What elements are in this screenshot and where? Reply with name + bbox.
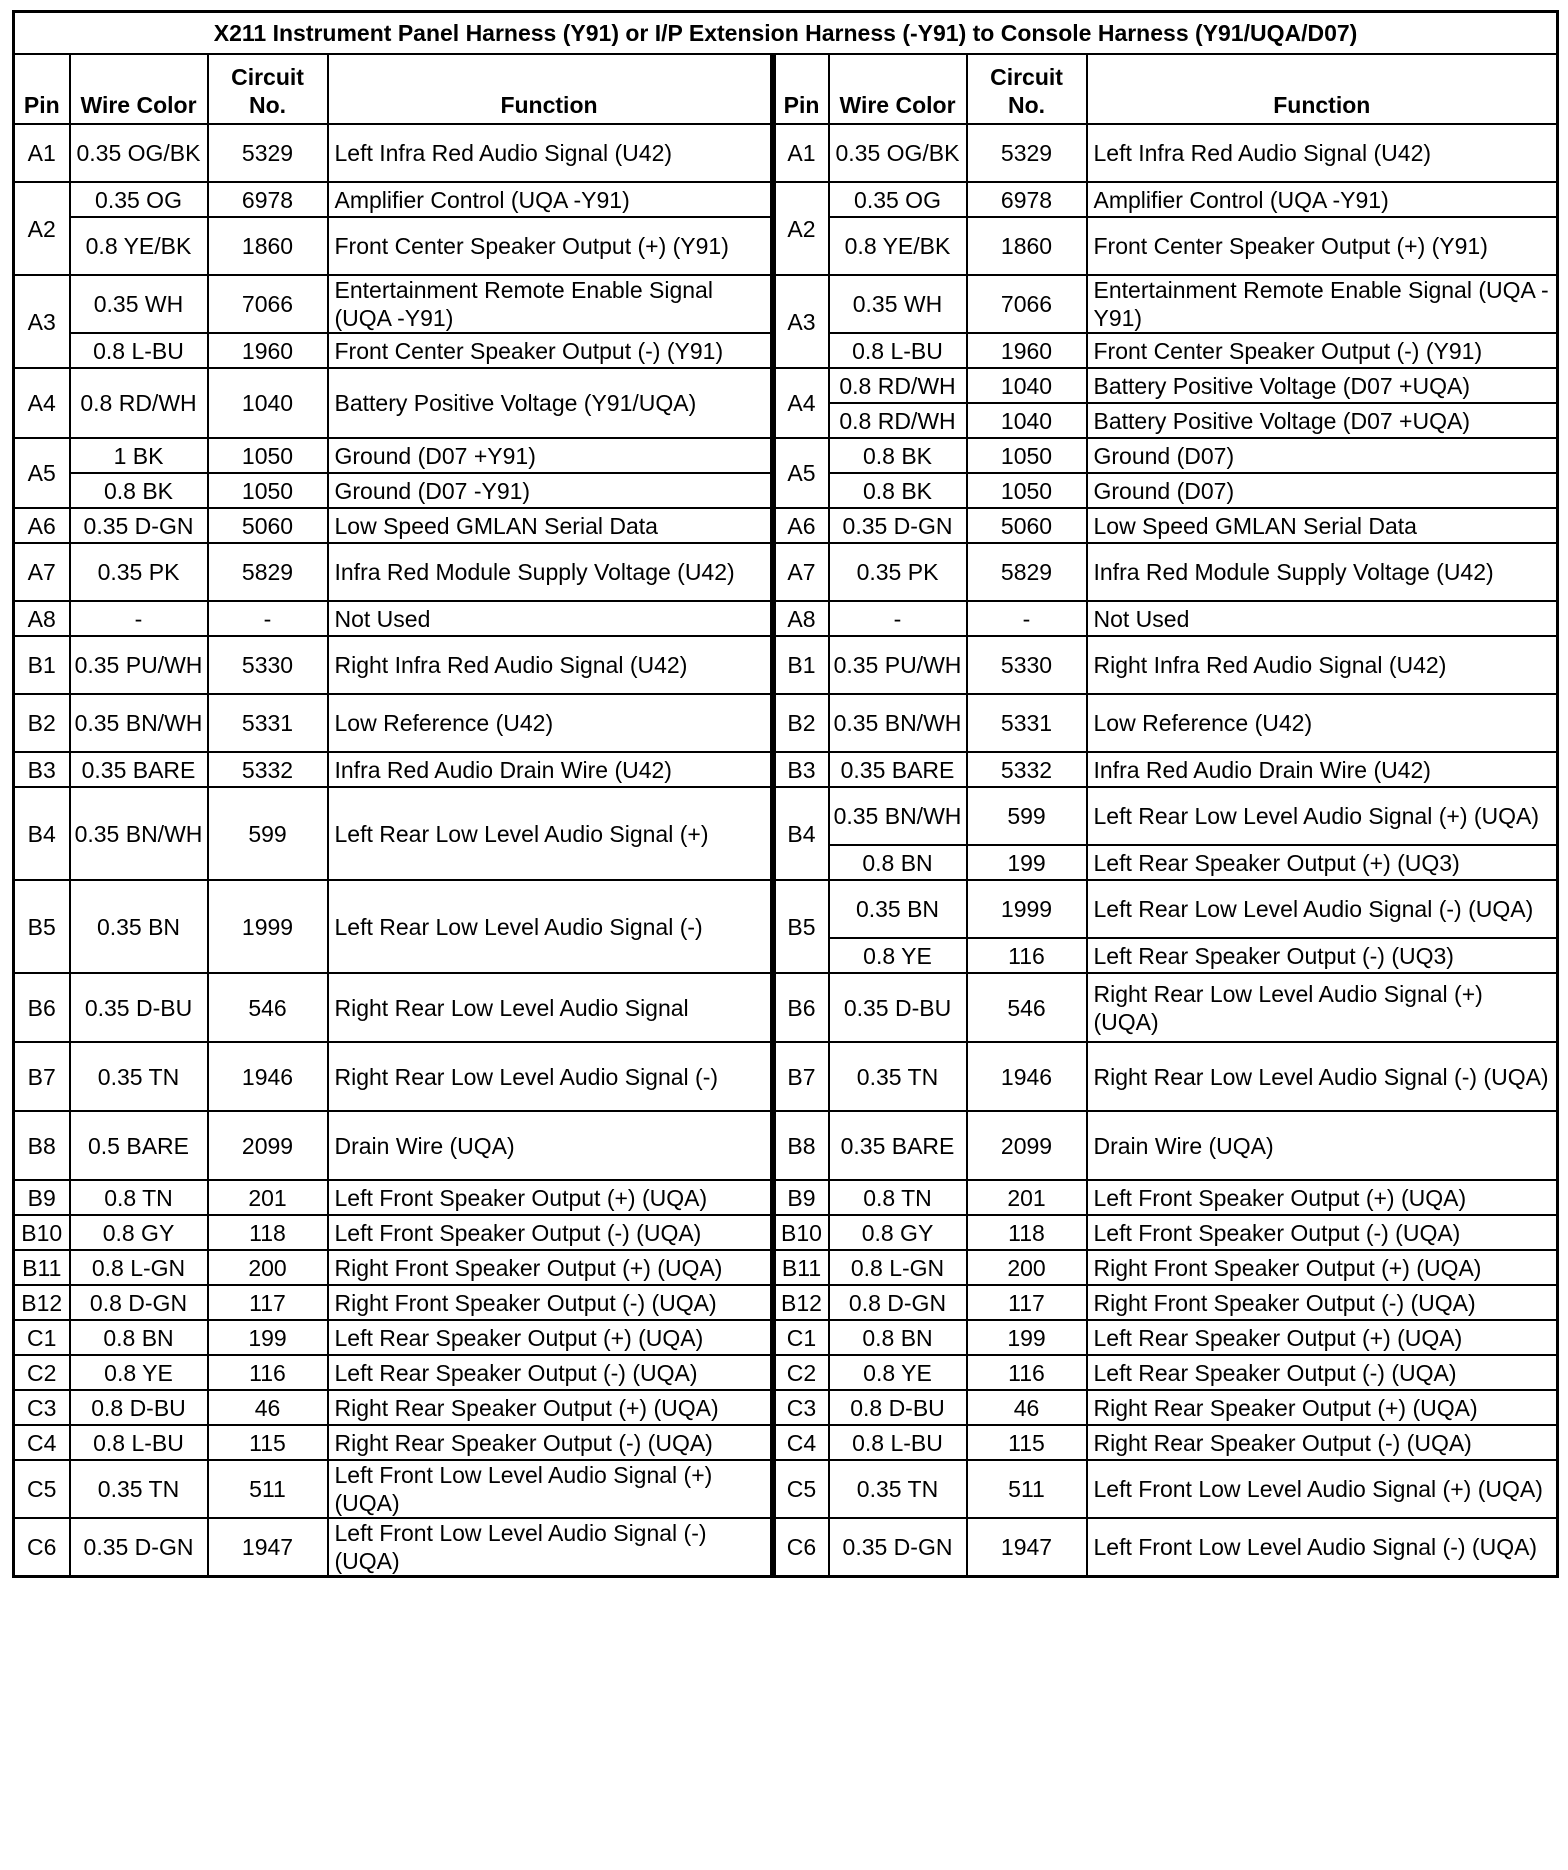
pin-cell-right: B7 bbox=[773, 1042, 829, 1111]
wire-color-cell-right: 0.8 D-GN bbox=[829, 1285, 967, 1320]
circuit-no-cell-left: 5331 bbox=[208, 694, 328, 752]
function-cell-left: Right Front Speaker Output (+) (UQA) bbox=[328, 1250, 773, 1285]
wire-color-cell-left: 0.35 PU/WH bbox=[70, 636, 208, 694]
circuit-no-cell-right: 201 bbox=[967, 1180, 1087, 1215]
function-cell-right: Right Rear Speaker Output (-) (UQA) bbox=[1087, 1425, 1558, 1460]
table-row bbox=[14, 787, 1558, 845]
circuit-no-cell-left: 201 bbox=[208, 1180, 328, 1215]
function-cell-right: Ground (D07) bbox=[1087, 473, 1558, 508]
pin-cell-right: C6 bbox=[773, 1518, 829, 1577]
pin-cell-left: B3 bbox=[14, 752, 70, 787]
pin-cell-left: C3 bbox=[14, 1390, 70, 1425]
circuit-no-cell-left: 546 bbox=[208, 973, 328, 1042]
circuit-no-cell-right: 199 bbox=[967, 1320, 1087, 1355]
function-cell-left: Left Infra Red Audio Signal (U42) bbox=[328, 124, 773, 182]
circuit-no-cell-left: 6978 bbox=[208, 182, 328, 217]
circuit-no-cell-right: 5060 bbox=[967, 508, 1087, 543]
wire-color-cell-left: 0.8 TN bbox=[70, 1180, 208, 1215]
pin-cell-right: B9 bbox=[773, 1180, 829, 1215]
function-cell-left: Left Front Low Level Audio Signal (+) (UQA) bbox=[328, 1460, 773, 1518]
function-cell-left: Left Front Low Level Audio Signal (-) (UQA) bbox=[328, 1518, 773, 1577]
table-row bbox=[14, 1180, 1558, 1215]
function-cell-left: Entertainment Remote Enable Signal (UQA -Y91) bbox=[328, 275, 773, 333]
pin-cell-right: A8 bbox=[773, 601, 829, 636]
pin-cell-left: C4 bbox=[14, 1425, 70, 1460]
wire-color-cell-right: - bbox=[829, 601, 967, 636]
table-row bbox=[14, 1215, 1558, 1250]
function-cell-right: Battery Positive Voltage (D07 +UQA) bbox=[1087, 368, 1558, 403]
pinout-table bbox=[12, 10, 1559, 1578]
circuit-no-cell-right: 511 bbox=[967, 1460, 1087, 1518]
wire-color-cell-left: 0.35 BN bbox=[70, 880, 208, 973]
circuit-no-cell-left: 116 bbox=[208, 1355, 328, 1390]
function-cell-right: Right Rear Low Level Audio Signal (-) (UQA) bbox=[1087, 1042, 1558, 1111]
circuit-no-cell-right: - bbox=[967, 601, 1087, 636]
wire-color-cell-right: 0.35 D-BU bbox=[829, 973, 967, 1042]
wire-color-cell-left: 0.8 D-GN bbox=[70, 1285, 208, 1320]
header-function-left: Function bbox=[328, 54, 773, 124]
pin-cell-right: A3 bbox=[773, 275, 829, 368]
wire-color-cell-left: 0.35 WH bbox=[70, 275, 208, 333]
function-cell-right: Left Rear Low Level Audio Signal (+) (UQA) bbox=[1087, 787, 1558, 845]
circuit-no-cell-left: 5329 bbox=[208, 124, 328, 182]
table-row bbox=[14, 636, 1558, 694]
function-cell-right: Front Center Speaker Output (+) (Y91) bbox=[1087, 217, 1558, 275]
circuit-no-cell-right: 5331 bbox=[967, 694, 1087, 752]
function-cell-left: Left Rear Speaker Output (-) (UQA) bbox=[328, 1355, 773, 1390]
circuit-no-cell-right: 1946 bbox=[967, 1042, 1087, 1111]
circuit-no-cell-right: 118 bbox=[967, 1215, 1087, 1250]
wire-color-cell-right: 0.8 BN bbox=[829, 1320, 967, 1355]
function-cell-right: Front Center Speaker Output (-) (Y91) bbox=[1087, 333, 1558, 368]
circuit-no-cell-right: 117 bbox=[967, 1285, 1087, 1320]
table-row bbox=[14, 601, 1558, 636]
wire-color-cell-left: 0.8 L-BU bbox=[70, 1425, 208, 1460]
table-row bbox=[14, 543, 1558, 601]
circuit-no-cell-left: 200 bbox=[208, 1250, 328, 1285]
function-cell-left: Not Used bbox=[328, 601, 773, 636]
circuit-no-cell-left: 511 bbox=[208, 1460, 328, 1518]
pin-cell-left: B8 bbox=[14, 1111, 70, 1180]
wire-color-cell-left: 0.35 OG bbox=[70, 182, 208, 217]
function-cell-left: Right Rear Speaker Output (+) (UQA) bbox=[328, 1390, 773, 1425]
pin-cell-left: B1 bbox=[14, 636, 70, 694]
pin-cell-left: A2 bbox=[14, 182, 70, 275]
wire-color-cell-left: 0.8 D-BU bbox=[70, 1390, 208, 1425]
function-cell-right: Left Front Speaker Output (-) (UQA) bbox=[1087, 1215, 1558, 1250]
circuit-no-cell-left: 118 bbox=[208, 1215, 328, 1250]
pin-cell-left: B4 bbox=[14, 787, 70, 880]
table-row bbox=[14, 880, 1558, 938]
header-function-right: Function bbox=[1087, 54, 1558, 124]
function-cell-left: Amplifier Control (UQA -Y91) bbox=[328, 182, 773, 217]
pin-cell-right: C5 bbox=[773, 1460, 829, 1518]
function-cell-right: Low Reference (U42) bbox=[1087, 694, 1558, 752]
circuit-no-cell-right: 199 bbox=[967, 845, 1087, 880]
wire-color-cell-left: 0.8 YE/BK bbox=[70, 217, 208, 275]
table-row bbox=[14, 973, 1558, 1042]
wire-color-cell-right: 0.8 BK bbox=[829, 438, 967, 473]
function-cell-left: Front Center Speaker Output (+) (Y91) bbox=[328, 217, 773, 275]
circuit-no-cell-right: 6978 bbox=[967, 182, 1087, 217]
function-cell-right: Infra Red Module Supply Voltage (U42) bbox=[1087, 543, 1558, 601]
header-circuit-no-right: Circuit No. bbox=[967, 54, 1087, 124]
circuit-no-cell-right: 1050 bbox=[967, 438, 1087, 473]
circuit-no-cell-left: 1040 bbox=[208, 368, 328, 438]
circuit-no-cell-right: 1860 bbox=[967, 217, 1087, 275]
table-row bbox=[14, 508, 1558, 543]
wire-color-cell-right: 0.35 WH bbox=[829, 275, 967, 333]
circuit-no-cell-left: 117 bbox=[208, 1285, 328, 1320]
circuit-no-cell-right: 116 bbox=[967, 938, 1087, 973]
pin-cell-left: A7 bbox=[14, 543, 70, 601]
wire-color-cell-left: 0.35 OG/BK bbox=[70, 124, 208, 182]
wire-color-cell-left: 0.8 RD/WH bbox=[70, 368, 208, 438]
function-cell-left: Battery Positive Voltage (Y91/UQA) bbox=[328, 368, 773, 438]
pin-cell-right: B11 bbox=[773, 1250, 829, 1285]
wire-color-cell-left: 1 BK bbox=[70, 438, 208, 473]
circuit-no-cell-left: 199 bbox=[208, 1320, 328, 1355]
pin-cell-right: B10 bbox=[773, 1215, 829, 1250]
function-cell-left: Right Infra Red Audio Signal (U42) bbox=[328, 636, 773, 694]
function-cell-left: Right Front Speaker Output (-) (UQA) bbox=[328, 1285, 773, 1320]
pin-cell-right: A7 bbox=[773, 543, 829, 601]
circuit-no-cell-left: 5330 bbox=[208, 636, 328, 694]
table-row bbox=[14, 182, 1558, 217]
pin-cell-left: C1 bbox=[14, 1320, 70, 1355]
table-row bbox=[14, 124, 1558, 182]
wire-color-cell-right: 0.35 OG/BK bbox=[829, 124, 967, 182]
table-row bbox=[14, 752, 1558, 787]
circuit-no-cell-left: 115 bbox=[208, 1425, 328, 1460]
circuit-no-cell-right: 200 bbox=[967, 1250, 1087, 1285]
pin-cell-right: B8 bbox=[773, 1111, 829, 1180]
circuit-no-cell-right: 5829 bbox=[967, 543, 1087, 601]
circuit-no-cell-left: 5332 bbox=[208, 752, 328, 787]
function-cell-right: Right Rear Speaker Output (+) (UQA) bbox=[1087, 1390, 1558, 1425]
function-cell-right: Left Rear Speaker Output (-) (UQ3) bbox=[1087, 938, 1558, 973]
circuit-no-cell-left: - bbox=[208, 601, 328, 636]
table-row bbox=[14, 694, 1558, 752]
table-row bbox=[14, 1425, 1558, 1460]
circuit-no-cell-left: 1946 bbox=[208, 1042, 328, 1111]
circuit-no-cell-left: 5829 bbox=[208, 543, 328, 601]
table-row bbox=[14, 275, 1558, 333]
function-cell-right: Amplifier Control (UQA -Y91) bbox=[1087, 182, 1558, 217]
wire-color-cell-left: - bbox=[70, 601, 208, 636]
circuit-no-cell-left: 1050 bbox=[208, 438, 328, 473]
wire-color-cell-left: 0.8 BK bbox=[70, 473, 208, 508]
wire-color-cell-right: 0.8 L-BU bbox=[829, 1425, 967, 1460]
function-cell-right: Left Infra Red Audio Signal (U42) bbox=[1087, 124, 1558, 182]
table-row bbox=[14, 1285, 1558, 1320]
circuit-no-cell-right: 5329 bbox=[967, 124, 1087, 182]
wire-color-cell-left: 0.35 D-GN bbox=[70, 1518, 208, 1577]
table-row bbox=[14, 1250, 1558, 1285]
pin-cell-right: C3 bbox=[773, 1390, 829, 1425]
function-cell-right: Left Front Low Level Audio Signal (+) (UQA) bbox=[1087, 1460, 1558, 1518]
pin-cell-right: B4 bbox=[773, 787, 829, 880]
function-cell-right: Drain Wire (UQA) bbox=[1087, 1111, 1558, 1180]
wire-color-cell-right: 0.35 BARE bbox=[829, 1111, 967, 1180]
pin-cell-right: B1 bbox=[773, 636, 829, 694]
table-row bbox=[14, 1460, 1558, 1518]
circuit-no-cell-right: 2099 bbox=[967, 1111, 1087, 1180]
wire-color-cell-left: 0.8 L-GN bbox=[70, 1250, 208, 1285]
wire-color-cell-left: 0.8 BN bbox=[70, 1320, 208, 1355]
function-cell-right: Left Front Low Level Audio Signal (-) (UQA) bbox=[1087, 1518, 1558, 1577]
function-cell-right: Left Rear Low Level Audio Signal (-) (UQA) bbox=[1087, 880, 1558, 938]
circuit-no-cell-left: 1050 bbox=[208, 473, 328, 508]
circuit-no-cell-left: 1860 bbox=[208, 217, 328, 275]
function-cell-right: Left Front Speaker Output (+) (UQA) bbox=[1087, 1180, 1558, 1215]
function-cell-right: Entertainment Remote Enable Signal (UQA -Y91) bbox=[1087, 275, 1558, 333]
function-cell-right: Battery Positive Voltage (D07 +UQA) bbox=[1087, 403, 1558, 438]
wire-color-cell-right: 0.35 PK bbox=[829, 543, 967, 601]
pin-cell-left: A4 bbox=[14, 368, 70, 438]
function-cell-left: Low Speed GMLAN Serial Data bbox=[328, 508, 773, 543]
wire-color-cell-left: 0.35 BN/WH bbox=[70, 787, 208, 880]
function-cell-right: Not Used bbox=[1087, 601, 1558, 636]
function-cell-right: Left Rear Speaker Output (+) (UQA) bbox=[1087, 1320, 1558, 1355]
table-row bbox=[14, 1111, 1558, 1180]
wire-color-cell-left: 0.8 L-BU bbox=[70, 333, 208, 368]
pin-cell-right: A6 bbox=[773, 508, 829, 543]
circuit-no-cell-right: 115 bbox=[967, 1425, 1087, 1460]
circuit-no-cell-right: 116 bbox=[967, 1355, 1087, 1390]
circuit-no-cell-right: 546 bbox=[967, 973, 1087, 1042]
wire-color-cell-right: 0.35 D-GN bbox=[829, 508, 967, 543]
circuit-no-cell-left: 599 bbox=[208, 787, 328, 880]
pin-cell-left: C6 bbox=[14, 1518, 70, 1577]
wire-color-cell-right: 0.8 RD/WH bbox=[829, 368, 967, 403]
circuit-no-cell-left: 7066 bbox=[208, 275, 328, 333]
wire-color-cell-left: 0.35 D-GN bbox=[70, 508, 208, 543]
function-cell-left: Infra Red Module Supply Voltage (U42) bbox=[328, 543, 773, 601]
function-cell-right: Left Rear Speaker Output (+) (UQ3) bbox=[1087, 845, 1558, 880]
function-cell-left: Ground (D07 -Y91) bbox=[328, 473, 773, 508]
pin-cell-right: B3 bbox=[773, 752, 829, 787]
circuit-no-cell-right: 5330 bbox=[967, 636, 1087, 694]
pin-cell-left: B9 bbox=[14, 1180, 70, 1215]
circuit-no-cell-right: 599 bbox=[967, 787, 1087, 845]
wire-color-cell-left: 0.8 YE bbox=[70, 1355, 208, 1390]
circuit-no-cell-left: 1960 bbox=[208, 333, 328, 368]
function-cell-right: Low Speed GMLAN Serial Data bbox=[1087, 508, 1558, 543]
circuit-no-cell-right: 1040 bbox=[967, 403, 1087, 438]
table-row bbox=[14, 368, 1558, 403]
function-cell-right: Infra Red Audio Drain Wire (U42) bbox=[1087, 752, 1558, 787]
header-circuit-no-left: Circuit No. bbox=[208, 54, 328, 124]
pin-cell-left: C5 bbox=[14, 1460, 70, 1518]
pin-cell-left: B11 bbox=[14, 1250, 70, 1285]
header-wire-color-left: Wire Color bbox=[70, 54, 208, 124]
function-cell-left: Low Reference (U42) bbox=[328, 694, 773, 752]
function-cell-right: Left Rear Speaker Output (-) (UQA) bbox=[1087, 1355, 1558, 1390]
wire-color-cell-right: 0.35 BN bbox=[829, 880, 967, 938]
pin-cell-right: C4 bbox=[773, 1425, 829, 1460]
table-row bbox=[14, 1518, 1558, 1577]
wire-color-cell-right: 0.8 YE bbox=[829, 1355, 967, 1390]
pin-cell-left: B10 bbox=[14, 1215, 70, 1250]
wire-color-cell-left: 0.5 BARE bbox=[70, 1111, 208, 1180]
pin-cell-left: B12 bbox=[14, 1285, 70, 1320]
pin-cell-left: A6 bbox=[14, 508, 70, 543]
header-wire-color-right: Wire Color bbox=[829, 54, 967, 124]
wire-color-cell-right: 0.35 BN/WH bbox=[829, 694, 967, 752]
function-cell-left: Right Rear Low Level Audio Signal (-) bbox=[328, 1042, 773, 1111]
wire-color-cell-right: 0.35 TN bbox=[829, 1042, 967, 1111]
wire-color-cell-left: 0.8 GY bbox=[70, 1215, 208, 1250]
function-cell-right: Right Front Speaker Output (+) (UQA) bbox=[1087, 1250, 1558, 1285]
pin-cell-left: B2 bbox=[14, 694, 70, 752]
wire-color-cell-left: 0.35 TN bbox=[70, 1042, 208, 1111]
circuit-no-cell-right: 5332 bbox=[967, 752, 1087, 787]
wire-color-cell-right: 0.8 GY bbox=[829, 1215, 967, 1250]
circuit-no-cell-right: 1050 bbox=[967, 473, 1087, 508]
wire-color-cell-right: 0.35 TN bbox=[829, 1460, 967, 1518]
function-cell-left: Ground (D07 +Y91) bbox=[328, 438, 773, 473]
table-row bbox=[14, 1355, 1558, 1390]
wire-color-cell-left: 0.35 D-BU bbox=[70, 973, 208, 1042]
pin-cell-left: A8 bbox=[14, 601, 70, 636]
wire-color-cell-right: 0.35 PU/WH bbox=[829, 636, 967, 694]
pin-cell-right: C2 bbox=[773, 1355, 829, 1390]
circuit-no-cell-right: 46 bbox=[967, 1390, 1087, 1425]
wire-color-cell-right: 0.8 RD/WH bbox=[829, 403, 967, 438]
circuit-no-cell-left: 46 bbox=[208, 1390, 328, 1425]
circuit-no-cell-right: 1999 bbox=[967, 880, 1087, 938]
header-pin-left: Pin bbox=[14, 54, 70, 124]
circuit-no-cell-right: 7066 bbox=[967, 275, 1087, 333]
wire-color-cell-right: 0.8 D-BU bbox=[829, 1390, 967, 1425]
pin-cell-right: A4 bbox=[773, 368, 829, 438]
pin-cell-right: A1 bbox=[773, 124, 829, 182]
connector-pinout-document bbox=[12, 10, 1556, 1578]
function-cell-left: Drain Wire (UQA) bbox=[328, 1111, 773, 1180]
pin-cell-right: B12 bbox=[773, 1285, 829, 1320]
circuit-no-cell-right: 1960 bbox=[967, 333, 1087, 368]
function-cell-left: Left Rear Low Level Audio Signal (-) bbox=[328, 880, 773, 973]
circuit-no-cell-right: 1947 bbox=[967, 1518, 1087, 1577]
function-cell-left: Right Rear Low Level Audio Signal bbox=[328, 973, 773, 1042]
wire-color-cell-right: 0.8 L-BU bbox=[829, 333, 967, 368]
circuit-no-cell-right: 1040 bbox=[967, 368, 1087, 403]
pin-cell-left: A1 bbox=[14, 124, 70, 182]
wire-color-cell-right: 0.35 BARE bbox=[829, 752, 967, 787]
circuit-no-cell-left: 1947 bbox=[208, 1518, 328, 1577]
pin-cell-right: A2 bbox=[773, 182, 829, 275]
pin-cell-right: B2 bbox=[773, 694, 829, 752]
wire-color-cell-left: 0.35 BARE bbox=[70, 752, 208, 787]
wire-color-cell-right: 0.8 L-GN bbox=[829, 1250, 967, 1285]
circuit-no-cell-left: 1999 bbox=[208, 880, 328, 973]
function-cell-left: Infra Red Audio Drain Wire (U42) bbox=[328, 752, 773, 787]
wire-color-cell-right: 0.35 D-GN bbox=[829, 1518, 967, 1577]
pinout-table-body bbox=[14, 124, 1558, 1577]
wire-color-cell-left: 0.35 PK bbox=[70, 543, 208, 601]
wire-color-cell-right: 0.8 YE bbox=[829, 938, 967, 973]
pin-cell-right: A5 bbox=[773, 438, 829, 508]
header-pin-right: Pin bbox=[773, 54, 829, 124]
table-row bbox=[14, 1390, 1558, 1425]
wire-color-cell-right: 0.8 BK bbox=[829, 473, 967, 508]
function-cell-right: Right Infra Red Audio Signal (U42) bbox=[1087, 636, 1558, 694]
table-row bbox=[14, 1042, 1558, 1111]
wire-color-cell-left: 0.35 BN/WH bbox=[70, 694, 208, 752]
table-row bbox=[14, 438, 1558, 473]
table-title: X211 Instrument Panel Harness (Y91) or I/P Extension Harness (-Y91) to Console Harness (Y91/UQA/D07) bbox=[14, 12, 1558, 55]
pin-cell-left: A3 bbox=[14, 275, 70, 368]
wire-color-cell-right: 0.35 BN/WH bbox=[829, 787, 967, 845]
function-cell-right: Ground (D07) bbox=[1087, 438, 1558, 473]
wire-color-cell-left: 0.35 TN bbox=[70, 1460, 208, 1518]
pin-cell-left: C2 bbox=[14, 1355, 70, 1390]
function-cell-left: Left Front Speaker Output (-) (UQA) bbox=[328, 1215, 773, 1250]
function-cell-left: Front Center Speaker Output (-) (Y91) bbox=[328, 333, 773, 368]
pin-cell-right: C1 bbox=[773, 1320, 829, 1355]
pin-cell-right: B6 bbox=[773, 973, 829, 1042]
wire-color-cell-right: 0.8 TN bbox=[829, 1180, 967, 1215]
function-cell-left: Left Rear Low Level Audio Signal (+) bbox=[328, 787, 773, 880]
circuit-no-cell-left: 5060 bbox=[208, 508, 328, 543]
function-cell-left: Right Rear Speaker Output (-) (UQA) bbox=[328, 1425, 773, 1460]
table-row bbox=[14, 1320, 1558, 1355]
wire-color-cell-right: 0.8 YE/BK bbox=[829, 217, 967, 275]
function-cell-left: Left Front Speaker Output (+) (UQA) bbox=[328, 1180, 773, 1215]
pin-cell-left: B5 bbox=[14, 880, 70, 973]
wire-color-cell-right: 0.8 BN bbox=[829, 845, 967, 880]
circuit-no-cell-left: 2099 bbox=[208, 1111, 328, 1180]
wire-color-cell-right: 0.35 OG bbox=[829, 182, 967, 217]
function-cell-right: Right Front Speaker Output (-) (UQA) bbox=[1087, 1285, 1558, 1320]
pin-cell-left: B7 bbox=[14, 1042, 70, 1111]
function-cell-right: Right Rear Low Level Audio Signal (+) (UQA) bbox=[1087, 973, 1558, 1042]
pin-cell-left: B6 bbox=[14, 973, 70, 1042]
pin-cell-left: A5 bbox=[14, 438, 70, 508]
pin-cell-right: B5 bbox=[773, 880, 829, 973]
function-cell-left: Left Rear Speaker Output (+) (UQA) bbox=[328, 1320, 773, 1355]
